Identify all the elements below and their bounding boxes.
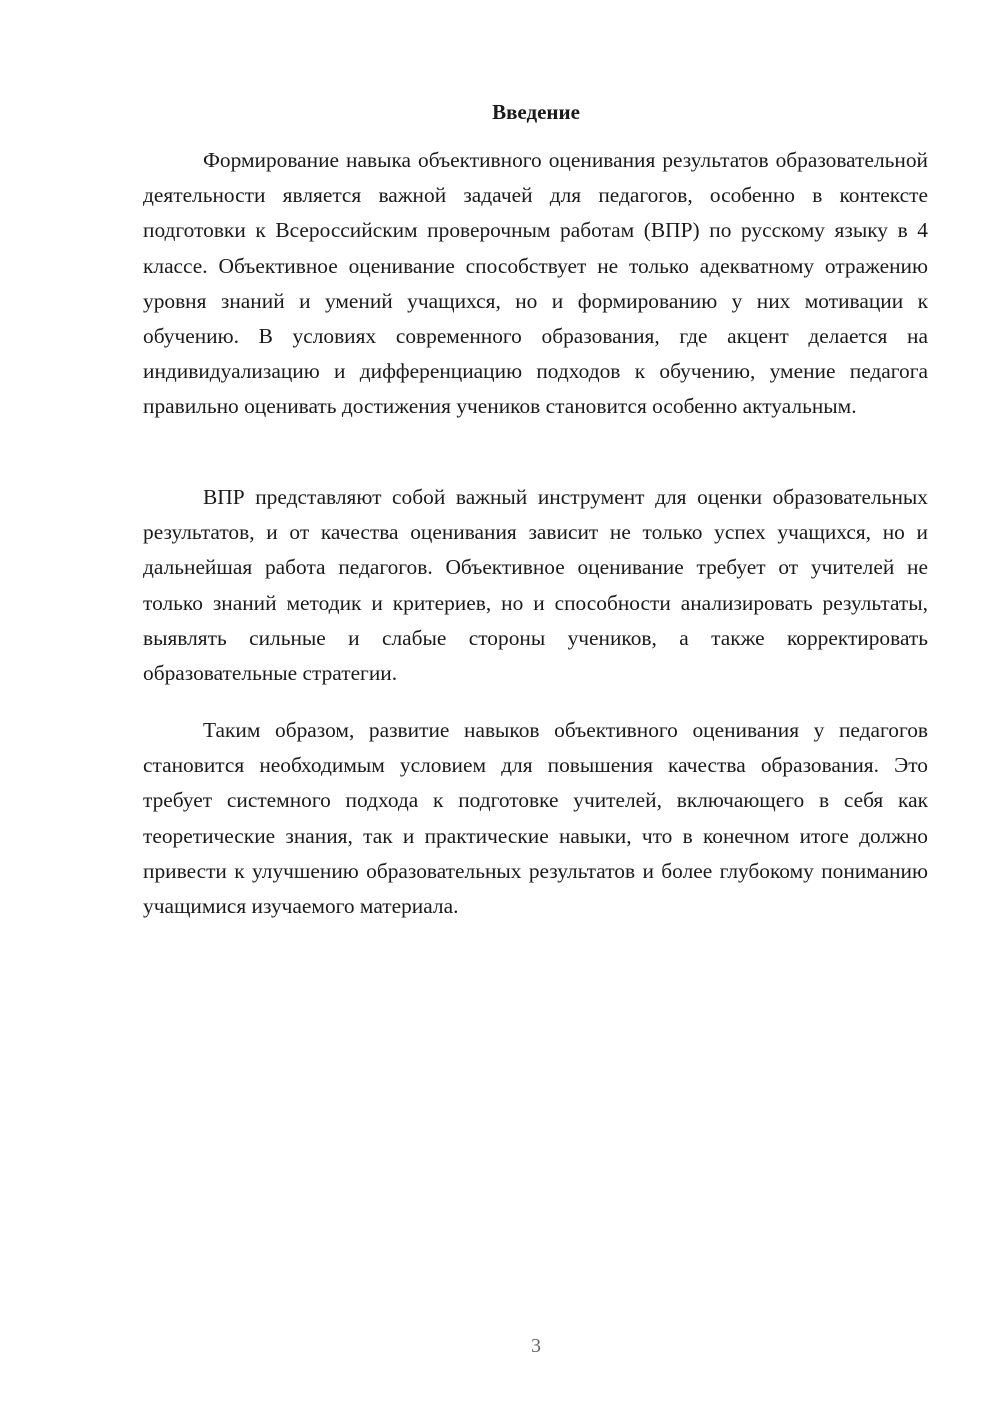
paragraph-2: ВПР представляют собой важный инструмент для оценки образовательных результатов, и от качества оценивания зависит не только успех учащихся, но и дальнейшая работа педагогов. Объективное оценивание требует от учителей не только знаний методик и критериев, но и способности анализировать результаты, выявлять сильные и слабые стороны учеников, а также корректировать образовательные стратегии.	[143, 485, 928, 686]
section-heading: Введение	[492, 100, 580, 124]
page-number: 3	[531, 1335, 541, 1357]
paragraph-3: Таким образом, развитие навыков объективного оценивания у педагогов становится необходимым условием для повышения качества образования. Это требует системного подхода к подготовке учителей, включающего в себя как теоретические знания, так и практические навыки, что в конечном итоге должно привести к улучшению образовательных результатов и более глубокому пониманию учащимися изучаемого материала.	[143, 718, 928, 919]
paragraph-1: Формирование навыка объективного оценивания результатов образовательной деятельности является важной задачей для педагогов, особенно в контексте подготовки к Всероссийским проверочным работам (ВПР) по русскому языку в 4 классе. Объективное оценивание способствует не только адекватному отражению уровня знаний и умений учащихся, но и формированию у них мотивации к обучению. В условиях современного образования, где акцент делается на индивидуализацию и дифференциацию подходов к обучению, умение педагога правильно оценивать достижения учеников становится особенно актуальным.	[143, 148, 928, 419]
